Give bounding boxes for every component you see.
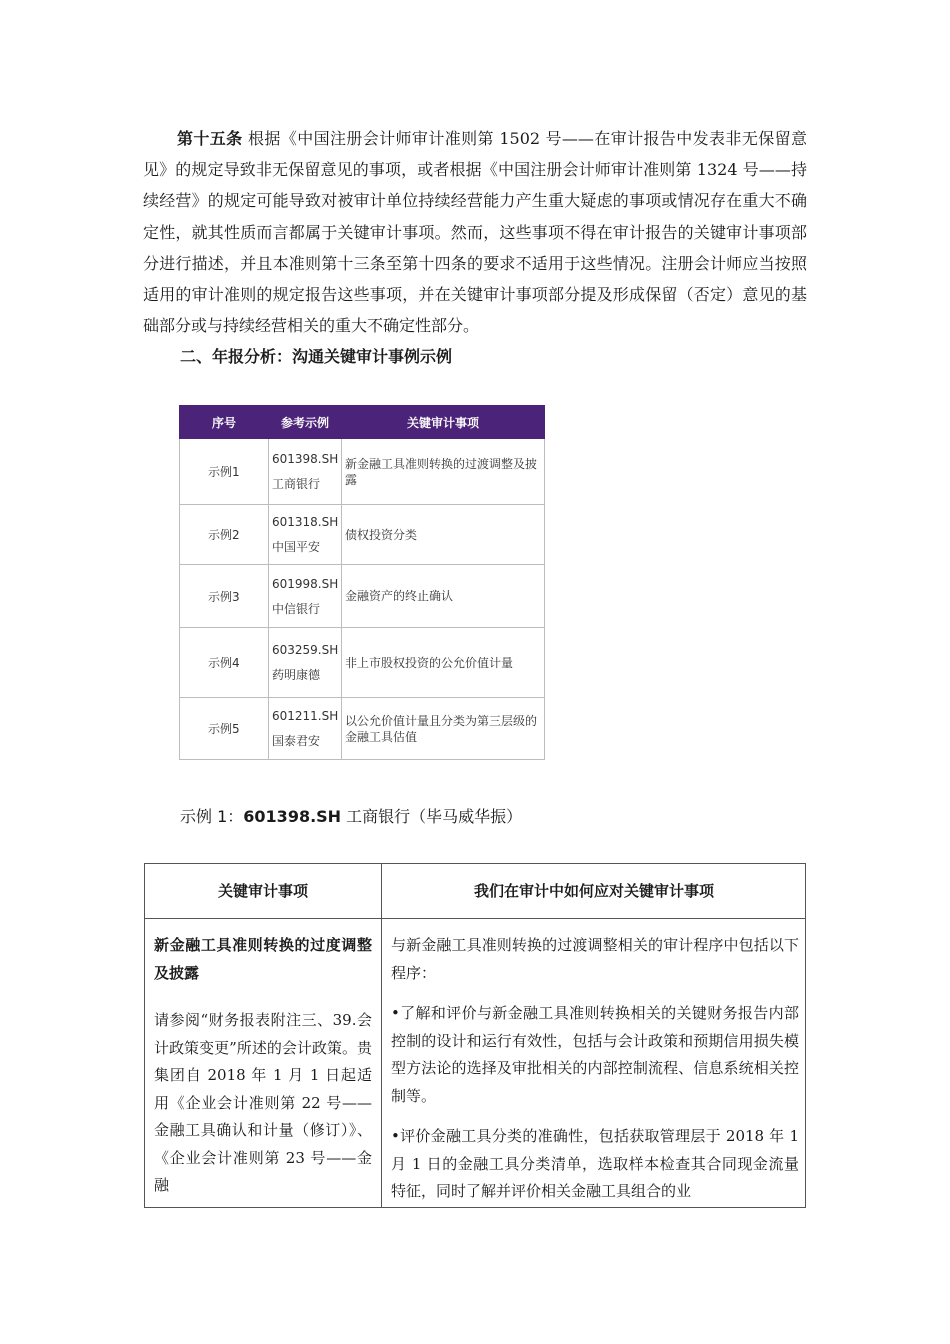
kam-response-paragraph: •评价金融工具分类的准确性，包括获取管理层于 2018 年 1 月 1 日的金融工具分类清单，选取样本检查其合同现金流量特征，同时了解并评价相关金融工具组合的业 xyxy=(391,1127,799,1200)
stock-code: 601398.SH xyxy=(272,452,339,466)
table-row xyxy=(180,628,545,698)
key-audit-matters-table xyxy=(144,863,806,1208)
kam-header-right: 我们在审计中如何应对关键审计事项 xyxy=(473,882,714,900)
kam-left-cell xyxy=(154,932,372,1200)
header-reference: 参考示例 xyxy=(269,406,342,439)
example1-prefix: 示例 1： xyxy=(180,807,244,826)
example1-code: 601398.SH xyxy=(243,807,342,826)
row-reference xyxy=(269,505,342,565)
row-matter: 非上市股权投资的公允价值计量 xyxy=(342,628,545,698)
article-15-paragraph xyxy=(143,123,807,341)
row-no: 示例4 xyxy=(180,628,269,698)
stock-code: 601211.SH xyxy=(272,709,339,723)
table-row xyxy=(180,565,545,628)
row-no: 示例3 xyxy=(180,565,269,628)
row-matter: 新金融工具准则转换的过渡调整及披露 xyxy=(342,439,545,505)
row-no: 示例1 xyxy=(180,439,269,505)
kam-matter-title: 新金融工具准则转换的过度调整及披露 xyxy=(154,936,372,982)
kam-response-paragraph: 与新金融工具准则转换的过渡调整相关的审计程序中包括以下程序： xyxy=(391,936,799,982)
kam-right-cell xyxy=(391,932,799,1208)
stock-code: 603259.SH xyxy=(272,643,339,657)
section-heading: 二、年报分析：沟通关键审计事例示例 xyxy=(180,347,453,366)
kam-response-paragraph: •了解和评价与新金融工具准则转换相关的关键财务报告内部控制的设计和运行有效性，包括与会计政策和预期信用损失模型方法论的选择及审批相关的内部控制流程、信息系统相关控制等。 xyxy=(391,1004,799,1105)
company-name: 中国平安 xyxy=(272,540,321,554)
row-matter: 以公允价值计量且分类为第三层级的金融工具估值 xyxy=(342,698,545,760)
header-no: 序号 xyxy=(180,406,269,439)
kam-header-row xyxy=(145,864,805,919)
kam-header-left: 关键审计事项 xyxy=(217,882,308,900)
example-table-header xyxy=(180,406,545,439)
example1-suffix: 工商银行（毕马威华振） xyxy=(341,807,523,826)
row-reference xyxy=(269,439,342,505)
article-15-lead: 第十五条 xyxy=(177,129,243,148)
article-15-text: 根据《中国注册会计师审计准则第 1502 号——在审计报告中发表非无保留意见》的规定导致非无保留意见的事项，或者根据《中国注册会计师审计准则第 1324 号——持续经营》的规定可能导致对被审计单位持续经营能力产生重大疑虑的事项或情况存在重大不确定性，就其性质而言都属于关键审计事项。然而，这些事项不得在审计报告的关键审计事项部分进行描述，并且本准则第十三条至第十四条的要求不适用于这些情况。注册会计师应当按照适用的审计准则的规定报告这些事项，并在关键审计事项部分提及形成保留（否定）意见的基础部分或与持续经营相关的重大不确定性部分。 xyxy=(143,129,807,336)
company-name: 药明康德 xyxy=(272,668,321,682)
stock-code: 601998.SH xyxy=(272,576,339,591)
row-reference xyxy=(269,698,342,760)
row-reference xyxy=(269,565,342,628)
table-row xyxy=(180,698,545,760)
company-name: 中信银行 xyxy=(272,601,321,616)
row-no: 示例5 xyxy=(180,698,269,760)
row-reference xyxy=(269,628,342,698)
row-matter: 债权投资分类 xyxy=(342,505,545,565)
example-table xyxy=(179,405,545,760)
company-name: 国泰君安 xyxy=(272,734,321,748)
example1-heading xyxy=(180,804,522,827)
table-row xyxy=(180,439,545,505)
kam-matter-body: 请参阅“财务报表附注三、39.会计政策变更”所述的会计政策。贵集团自 2018 年 1 月 1 日起适用《企业会计准则第 22 号——金融工具确认和计量（修订）》、《企业会计准则第 23 号——金融 xyxy=(154,1011,372,1194)
row-no: 示例2 xyxy=(180,505,269,565)
stock-code: 601318.SH xyxy=(272,515,339,529)
header-matter: 关键审计事项 xyxy=(342,406,545,439)
row-matter: 金融资产的终止确认 xyxy=(342,565,545,628)
company-name: 工商银行 xyxy=(272,477,321,491)
table-row xyxy=(180,505,545,565)
